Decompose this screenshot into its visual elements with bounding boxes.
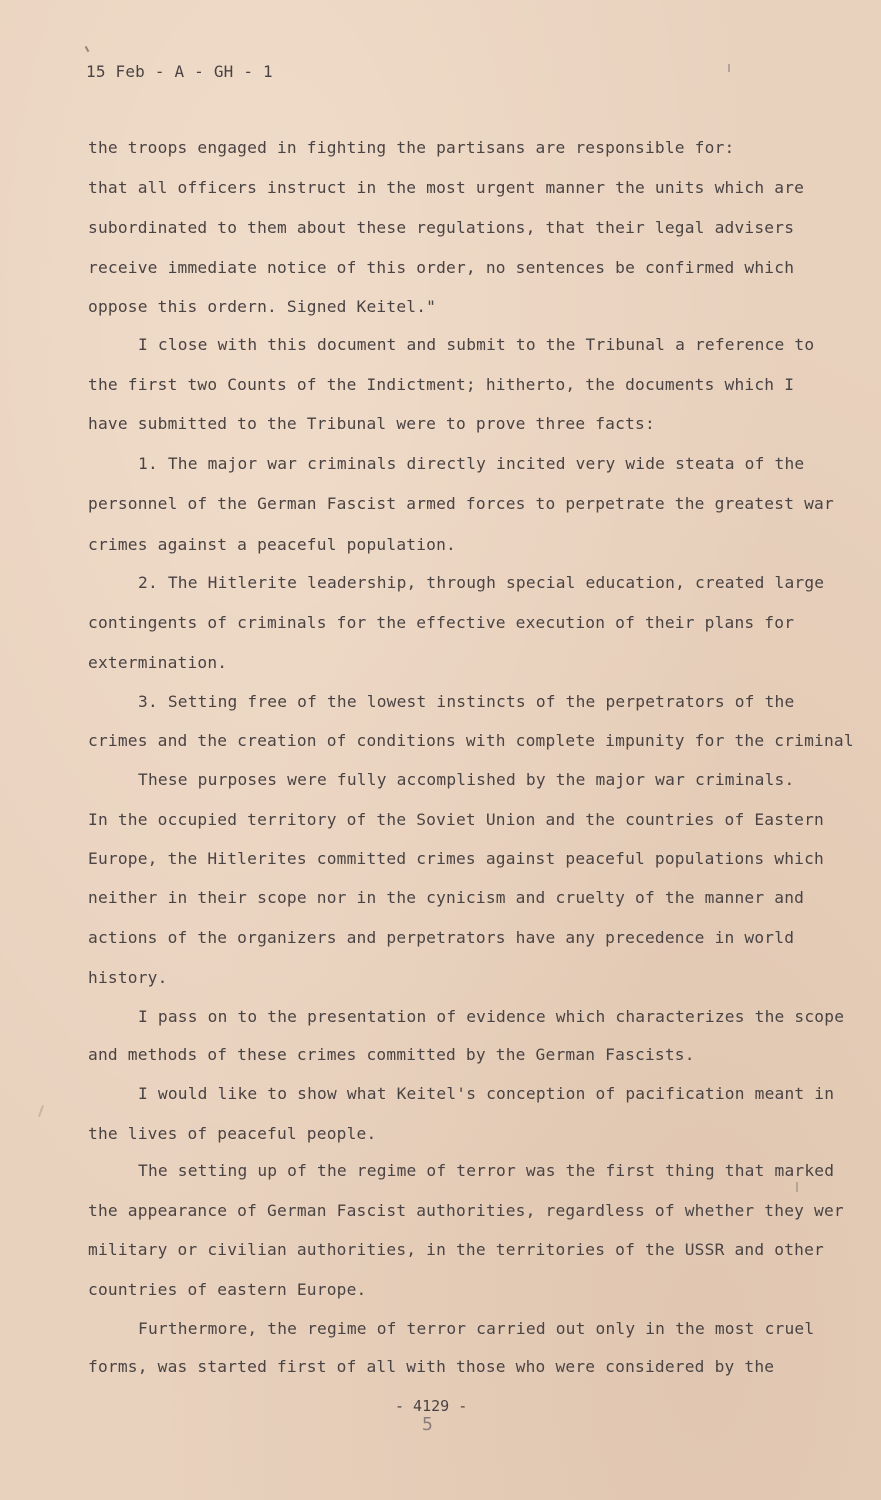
text-line: military or civilian authorities, in the territories of the USSR and other (88, 1240, 824, 1259)
text-line: the lives of peaceful people. (88, 1124, 377, 1143)
text-line: I pass on to the presentation of evidence which characterizes the scope (138, 1007, 845, 1026)
paper-speck (85, 46, 90, 52)
text-line: the appearance of German Fascist authorities, regardless of whether they wer (88, 1201, 844, 1220)
text-line: that all officers instruct in the most urgent manner the units which are (88, 178, 805, 197)
text-line: These purposes were fully accomplished by the major war criminals. (138, 770, 795, 789)
text-line: forms, was started first of all with those who were considered by the (88, 1357, 775, 1376)
text-line: Europe, the Hitlerites committed crimes against peaceful populations which (88, 849, 824, 868)
text-line: countries of eastern Europe. (88, 1280, 367, 1299)
text-line: the first two Counts of the Indictment; hitherto, the documents which I (88, 375, 795, 394)
text-line: 1. The major war criminals directly incited very wide steata of the (138, 454, 805, 473)
text-line: crimes against a peaceful population. (88, 535, 456, 554)
text-line: extermination. (88, 653, 228, 672)
text-line: actions of the organizers and perpetrators have any precedence in world (88, 928, 795, 947)
text-line: 3. Setting free of the lowest instincts of the perpetrators of the (138, 692, 795, 711)
text-line: In the occupied territory of the Soviet Union and the countries of Eastern (88, 810, 824, 829)
text-line: subordinated to them about these regulations, that their legal advisers (88, 218, 795, 237)
text-line: The setting up of the regime of terror was the first thing that marked (138, 1161, 835, 1180)
page-mark: 5 (422, 1414, 433, 1435)
text-line: Furthermore, the regime of terror carried out only in the most cruel (138, 1319, 815, 1338)
paper-speck (728, 64, 730, 72)
paper-speck (38, 1105, 44, 1117)
text-line: oppose this ordern. Signed Keitel." (88, 297, 437, 316)
text-line: the troops engaged in fighting the partisans are responsible for: (88, 138, 735, 157)
text-line: 2. The Hitlerite leadership, through special education, created large (138, 573, 825, 592)
text-line: and methods of these crimes committed by the German Fascists. (88, 1045, 695, 1064)
text-line: contingents of criminals for the effective execution of their plans for (88, 613, 795, 632)
text-line: neither in their scope nor in the cynicism and cruelty of the manner and (88, 888, 805, 907)
text-line: I close with this document and submit to the Tribunal a reference to (138, 335, 815, 354)
text-line: personnel of the German Fascist armed forces to perpetrate the greatest war (88, 494, 834, 513)
text-line: have submitted to the Tribunal were to prove three facts: (88, 414, 655, 433)
text-line: crimes and the creation of conditions with complete impunity for the criminal (88, 731, 854, 750)
text-line: I would like to show what Keitel's conception of pacification meant in (138, 1084, 835, 1103)
text-line: receive immediate notice of this order, no sentences be confirmed which (88, 258, 795, 277)
text-line: history. (88, 968, 168, 987)
page-number: - 4129 - (395, 1397, 468, 1415)
document-header: 15 Feb - A - GH - 1 (86, 62, 273, 81)
paper-speck (796, 1182, 798, 1192)
